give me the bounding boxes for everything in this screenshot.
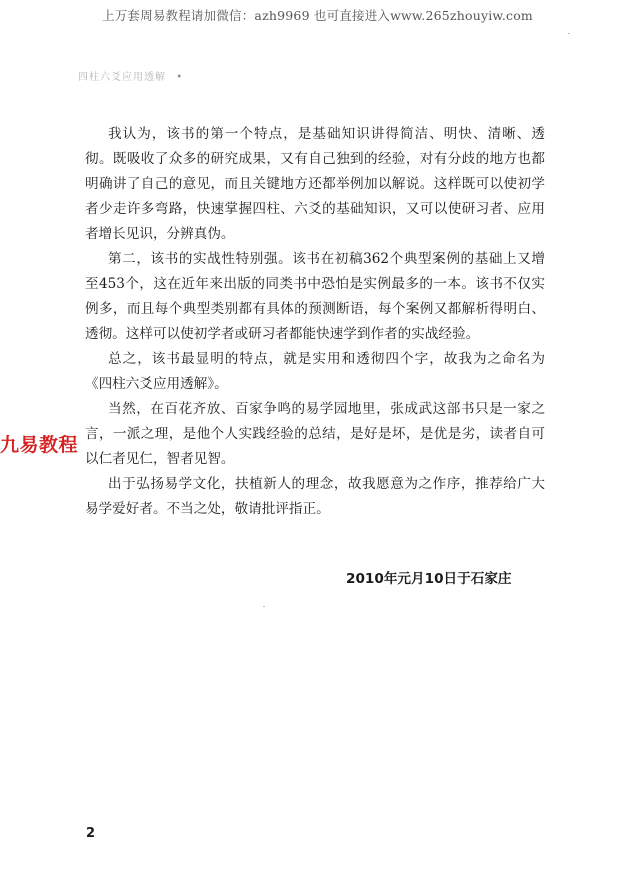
text-line: 第二，该书的实战性特别强。该书在初稿362个典型案例的基础上又增 [108, 251, 545, 267]
text-line: 者增长见识，分辨真伪。 [85, 226, 235, 242]
text-line: 明确讲了自己的意见，而且关键地方还都举例加以解说。这样既可以使初学 [85, 176, 545, 192]
text-line: 例多，而且每个典型类别都有具体的预测断语，每个案例又都解析得明白、 [85, 301, 545, 317]
text-line: 至453个，这在近年来出版的同类书中恐怕是实例最多的一本。该书不仅实 [85, 276, 545, 292]
text-line: 我认为，该书的第一个特点，是基础知识讲得简洁、明快、清晰、透 [108, 126, 545, 142]
text-line: 彻。既吸收了众多的研究成果，又有自己独到的经验，对有分歧的地方也都 [85, 151, 545, 167]
text-line: 《四柱六爻应用透解》。 [85, 376, 228, 392]
page-number: 2 [86, 826, 96, 841]
preface-body [85, 122, 545, 522]
scan-speck [568, 33, 570, 34]
paragraph-4 [85, 397, 545, 472]
paragraph-3 [85, 347, 545, 397]
header-advertisement: 上万套周易教程请加微信：azh9969 也可直接进入www.265zhouyiw.com [102, 8, 533, 23]
text-line: 出于弘扬易学文化，扶植新人的理念，故我愿意为之作序，推荐给广大 [108, 476, 545, 492]
text-line: 总之，该书最显明的特点，就是实用和透彻四个字，故我为之命名为 [108, 351, 545, 367]
running-head-title: 四柱六爻应用透解 [78, 72, 166, 83]
text-line: 易学爱好者。不当之处，敬请批评指正。 [85, 501, 330, 517]
signature-date-place: 2010年元月10日于石家庄 [346, 571, 512, 587]
text-line: 者少走许多弯路，快速掌握四柱、六爻的基础知识，又可以使研习者、应用 [85, 201, 545, 217]
text-line: 言，一派之理，是他个人实践经验的总结，是好是坏，是优是劣，读者自可 [85, 426, 545, 442]
text-line: 以仁者见仁，智者见智。 [85, 451, 235, 467]
text-line: 当然，在百花齐放、百家争鸣的易学园地里，张成武这部书只是一家之 [108, 401, 545, 417]
watermark-label: 九易教程 [0, 434, 79, 456]
running-head-marker: • [176, 72, 184, 83]
text-line: 透彻。这样可以使初学者或研习者都能快速学到作者的实战经验。 [85, 326, 480, 342]
paragraph-5 [85, 472, 545, 522]
paragraph-1 [85, 122, 545, 247]
scan-speck [263, 606, 265, 607]
paragraph-2 [85, 247, 545, 347]
running-head [78, 68, 183, 83]
